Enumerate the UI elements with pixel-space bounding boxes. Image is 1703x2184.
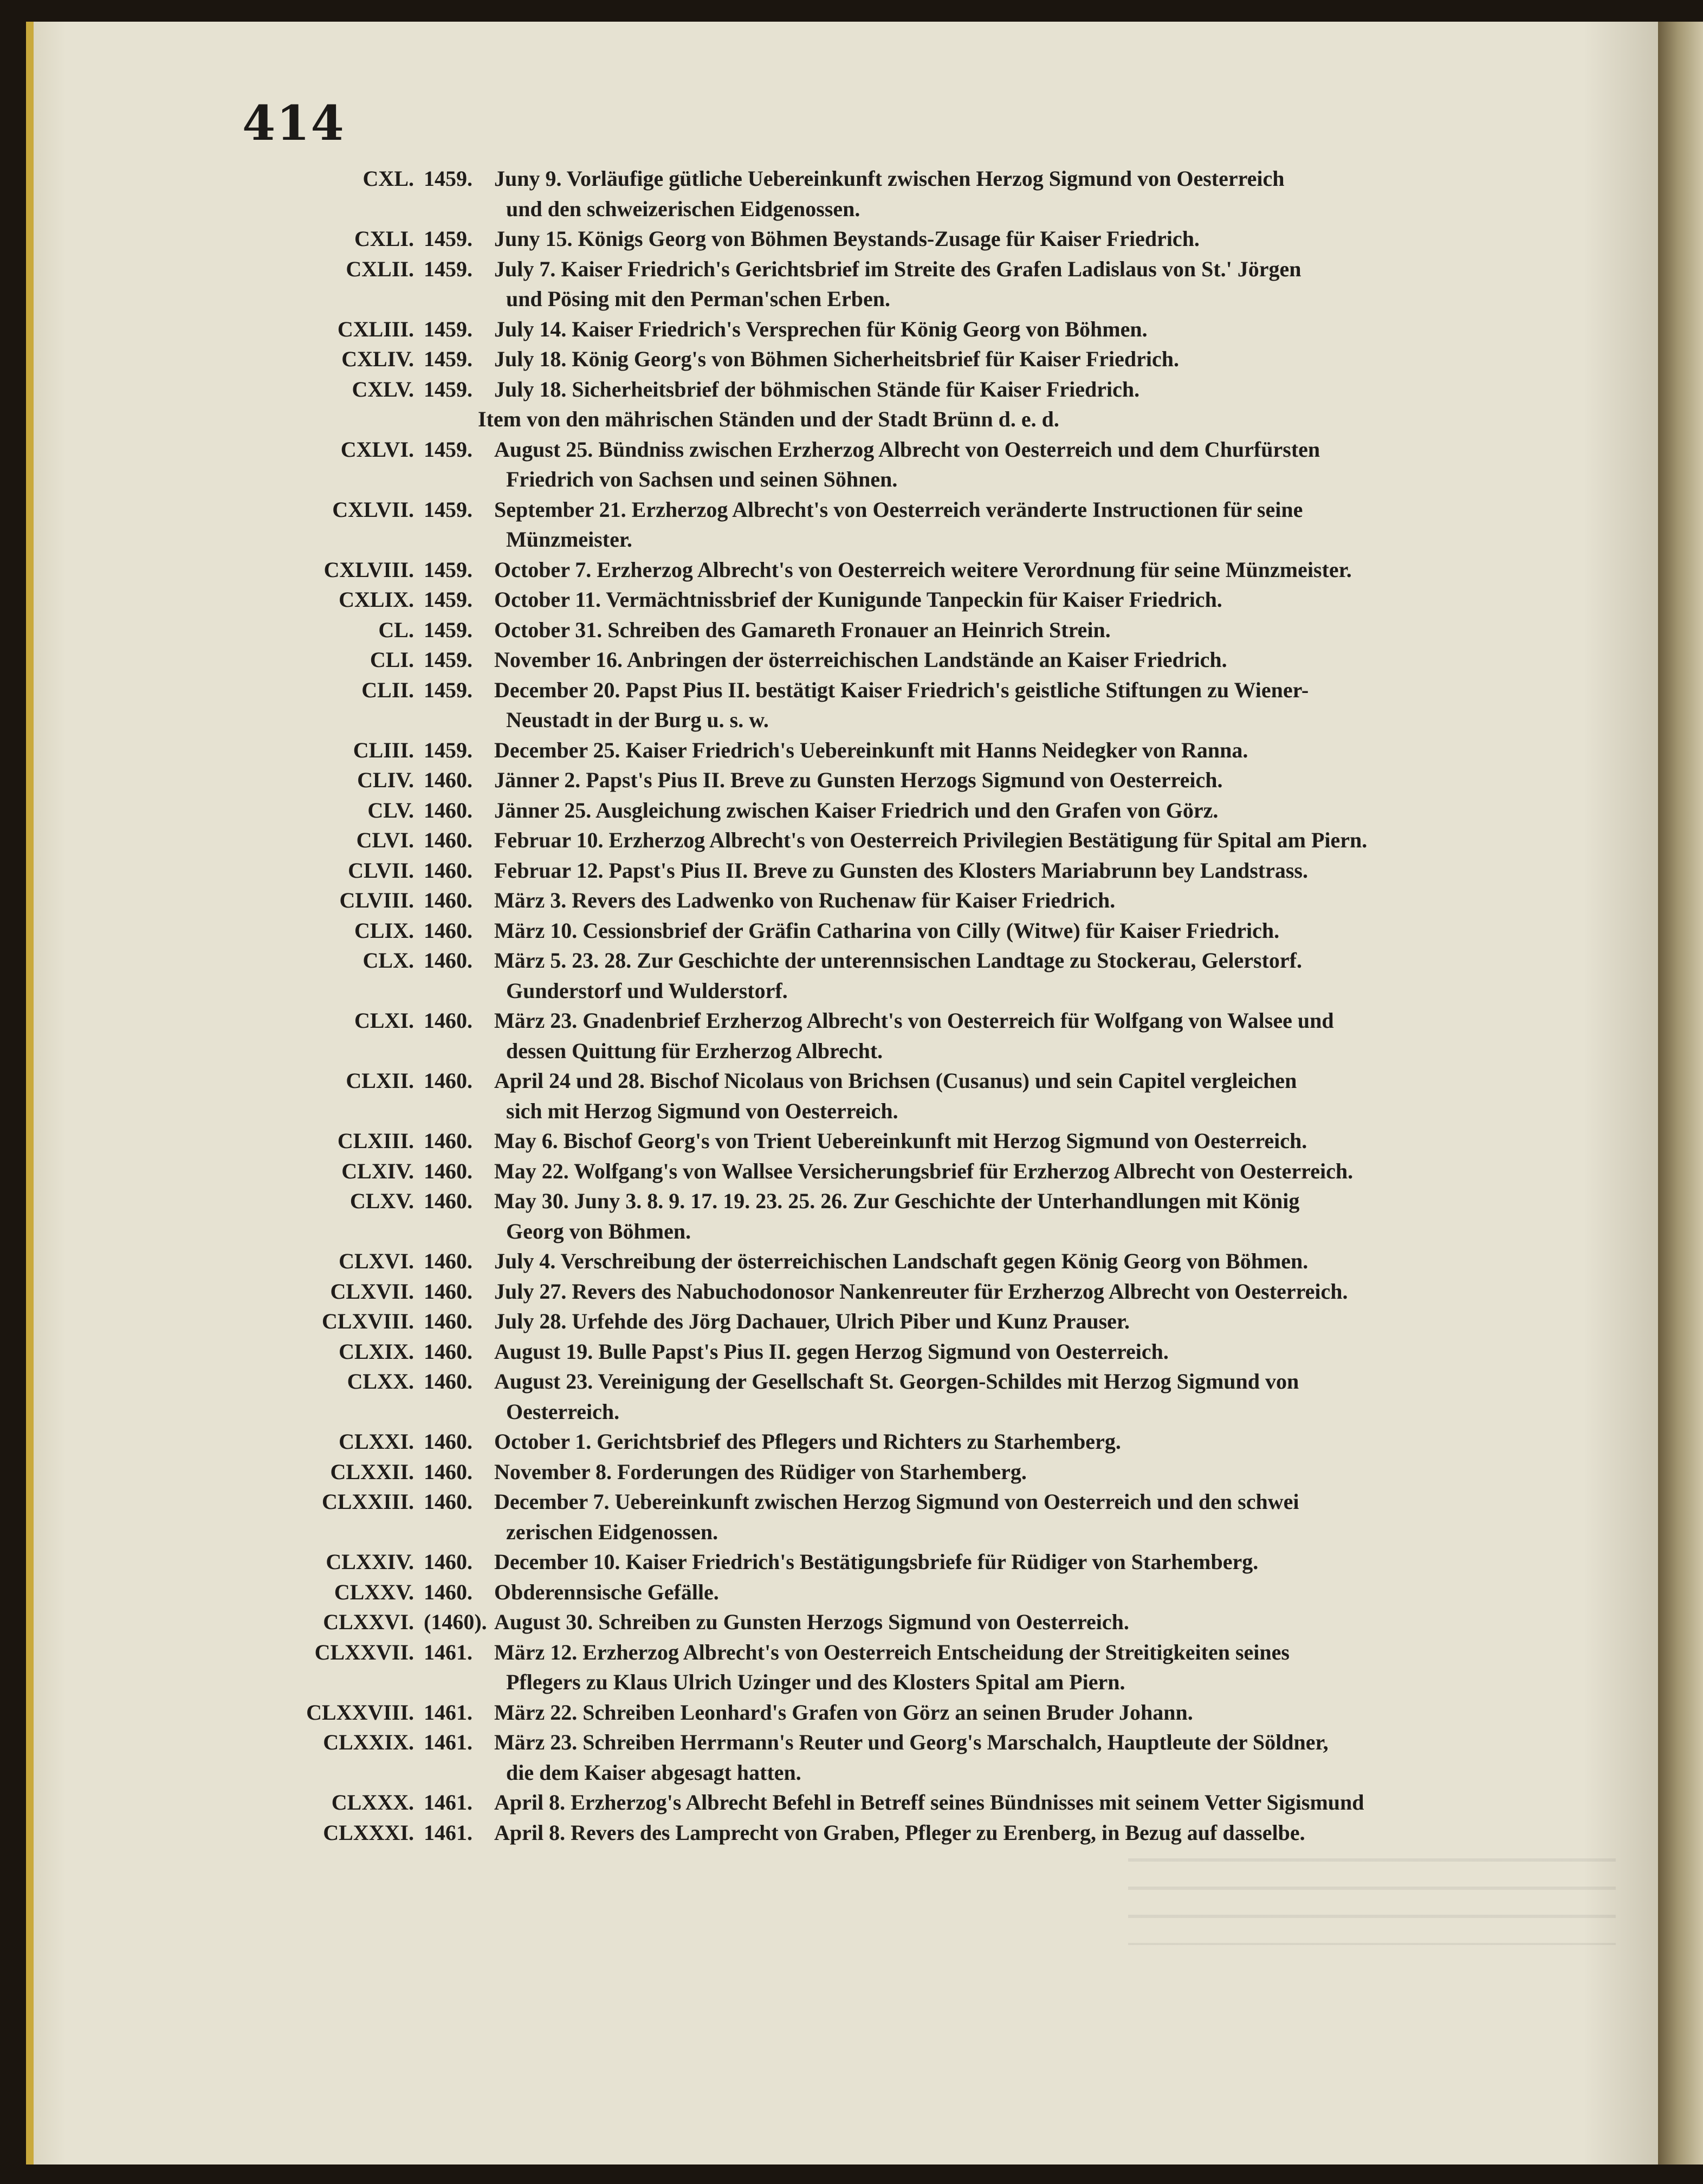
entry-roman-number: CLXV.: [349, 1189, 414, 1213]
entry-roman-number: CLIII.: [353, 737, 414, 762]
entry-text: October 31. Schreiben des Gamareth Fronauer an Heinrich Strein.: [494, 617, 1111, 642]
entry-description: [494, 1276, 1589, 1307]
entry-roman-number: CXLIV.: [341, 347, 414, 371]
entry-year: 1459.: [424, 256, 472, 281]
document-entry: [267, 1487, 1589, 1547]
entry-roman-number: CLXXX.: [331, 1790, 414, 1814]
entry-description: [494, 1697, 1589, 1728]
entry-roman-number: CLXXV.: [334, 1579, 414, 1604]
entry-year: 1461.: [424, 1700, 472, 1725]
entry-year: 1460.: [424, 1249, 472, 1273]
entry-text: November 16. Anbringen der österreichischen Landstände an Kaiser Friedrich.: [494, 647, 1227, 672]
entry-roman-number: CLXXXI.: [323, 1820, 414, 1845]
entry-roman-number: CXLVII.: [332, 497, 414, 522]
entry-roman-number: CXLIX.: [339, 587, 414, 612]
entry-roman-number: CLXIV.: [341, 1158, 414, 1183]
entry-text: Jänner 25. Ausgleichung zwischen Kaiser Friedrich und den Grafen von Görz.: [494, 798, 1219, 822]
entry-description: [494, 615, 1589, 645]
entry-year: 1461.: [424, 1730, 472, 1754]
entry-text: Februar 10. Erzherzog Albrecht's von Oesterreich Privilegien Bestätigung für Spital am Piern.: [494, 828, 1368, 852]
entry-year: 1459.: [424, 226, 472, 251]
entry-year: 1460.: [424, 1429, 472, 1454]
entry-description: [494, 856, 1589, 886]
entry-description: [494, 885, 1589, 916]
entry-year: (1460).: [424, 1610, 487, 1634]
entry-description: [494, 825, 1589, 856]
entry-text: July 4. Verschreibung der österreichischen Landschaft gegen König Georg von Böhmen.: [494, 1249, 1309, 1273]
document-entry: [267, 495, 1589, 555]
entry-year: 1460.: [424, 1189, 472, 1213]
entry-text: Februar 12. Papst's Pius II. Breve zu Gunsten des Klosters Mariabrunn bey Landstrass.: [494, 858, 1308, 883]
entry-roman-number: CLXXI.: [339, 1429, 414, 1454]
entry-text: April 24 und 28. Bischof Nicolaus von Brichsen (Cusanus) und sein Capitel vergleichen: [494, 1068, 1297, 1093]
entry-year: 1460.: [424, 1279, 472, 1304]
entry-text: November 8. Forderungen des Rüdiger von Starhemberg.: [494, 1459, 1027, 1484]
entry-roman-number: CLII.: [361, 677, 414, 702]
entry-text: März 5. 23. 28. Zur Geschichte der unterennsischen Landtage zu Stockerau, Gelerstorf.: [494, 948, 1302, 973]
document-entry: [267, 585, 1589, 615]
entry-roman-number: CLXXVIII.: [306, 1700, 414, 1725]
entry-description: [494, 164, 1589, 224]
entry-text-continuation: Neustadt in der Burg u. s. w.: [506, 708, 769, 732]
document-entry: [267, 945, 1589, 1006]
entry-year: 1460.: [424, 1068, 472, 1093]
entry-year: 1459.: [424, 166, 472, 191]
document-entry: [267, 1306, 1589, 1337]
entry-text: December 10. Kaiser Friedrich's Bestätigungsbriefe für Rüdiger von Starhemberg.: [494, 1550, 1259, 1574]
entry-description: [494, 1637, 1589, 1697]
entry-description: [494, 1366, 1589, 1427]
entry-roman-number: CXLV.: [352, 377, 414, 401]
entry-text: May 30. Juny 3. 8. 9. 17. 19. 23. 25. 26. Zur Geschichte der Unterhandlungen mit König: [494, 1189, 1300, 1213]
entry-description: [494, 1487, 1589, 1547]
document-index-list: [267, 164, 1589, 1848]
page-number: 414: [242, 95, 345, 151]
entry-description: [494, 254, 1589, 314]
document-entry: [267, 825, 1589, 856]
document-entry: [267, 765, 1589, 795]
entry-description: [494, 1818, 1589, 1848]
entry-roman-number: CLXX.: [347, 1369, 414, 1394]
entry-roman-number: CLXVIII.: [321, 1309, 414, 1333]
entry-roman-number: CLXXVII.: [314, 1639, 414, 1664]
entry-text: July 28. Urfehde des Jörg Dachauer, Ulrich Piber und Kunz Prauser.: [494, 1309, 1130, 1333]
entry-roman-number: CLXXIX.: [323, 1730, 414, 1754]
entry-text: May 6. Bischof Georg's von Trient Uebereinkunft mit Herzog Sigmund von Oesterreich.: [494, 1129, 1307, 1153]
entry-description: [494, 1427, 1589, 1457]
document-entry: [267, 856, 1589, 886]
entry-year: 1460.: [424, 798, 472, 822]
entry-year: 1460.: [424, 1339, 472, 1364]
entry-roman-number: CLX.: [362, 948, 414, 973]
entry-roman-number: CLXI.: [354, 1008, 414, 1033]
entry-roman-number: CXL.: [362, 166, 414, 191]
entry-roman-number: CLXII.: [346, 1068, 414, 1093]
book-spine-fold: [1658, 22, 1703, 2164]
entry-roman-number: CLXVI.: [339, 1249, 414, 1273]
document-entry: [267, 164, 1589, 224]
document-entry: [267, 1637, 1589, 1697]
entry-year: 1459.: [424, 677, 472, 702]
entry-roman-number: CLV.: [367, 798, 414, 822]
entry-year: 1460.: [424, 918, 472, 943]
entry-year: 1460.: [424, 1008, 472, 1033]
entry-roman-number: CL.: [378, 617, 414, 642]
entry-year: 1460.: [424, 828, 472, 852]
entry-text: März 3. Revers des Ladwenko von Ruchenaw für Kaiser Friedrich.: [494, 888, 1116, 912]
document-entry: [267, 224, 1589, 254]
entry-text: März 23. Schreiben Herrmann's Reuter und Georg's Marschalch, Hauptleute der Söldner,: [494, 1730, 1329, 1754]
entry-year: 1459.: [424, 587, 472, 612]
entry-year: 1460.: [424, 888, 472, 912]
document-entry: [267, 254, 1589, 314]
book-page: [26, 22, 1666, 2164]
entry-description: [494, 435, 1589, 495]
entry-text-continuation: Georg von Böhmen.: [506, 1219, 691, 1243]
entry-description: [494, 1066, 1589, 1126]
entry-year: 1459.: [424, 316, 472, 341]
entry-roman-number: CLIV.: [357, 768, 414, 792]
entry-roman-number: CLXXVI.: [323, 1610, 414, 1634]
document-entry: [267, 1156, 1589, 1187]
entry-text-continuation: die dem Kaiser abgesagt hatten.: [506, 1760, 801, 1785]
entry-year: 1460.: [424, 1459, 472, 1484]
entry-roman-number: CLIX.: [354, 918, 414, 943]
entry-year: 1461.: [424, 1639, 472, 1664]
entry-roman-number: CLI.: [370, 647, 414, 672]
entry-year: 1460.: [424, 768, 472, 792]
entry-year: 1460.: [424, 1158, 472, 1183]
document-entry: [267, 1126, 1589, 1156]
entry-year: 1459.: [424, 377, 472, 401]
document-entry: [267, 916, 1589, 946]
entry-description: [494, 1577, 1589, 1608]
document-entry: [267, 1186, 1589, 1246]
entry-year: 1460.: [424, 1369, 472, 1394]
entry-description: [494, 1337, 1589, 1367]
entry-description: [494, 374, 1589, 405]
document-entry: [267, 1818, 1589, 1848]
document-entry: [267, 1006, 1589, 1066]
entry-text: Obderennsische Gefälle.: [494, 1579, 719, 1604]
entry-text: September 21. Erzherzog Albrecht's von Oesterreich veränderte Instructionen für seine: [494, 497, 1303, 522]
document-entry: [267, 1547, 1589, 1577]
entry-text: Juny 15. Königs Georg von Böhmen Beystands-Zusage für Kaiser Friedrich.: [494, 226, 1200, 251]
entry-year: 1460.: [424, 1489, 472, 1514]
document-entry: [267, 1366, 1589, 1427]
entry-text: August 23. Vereinigung der Gesellschaft St. Georgen-Schildes mit Herzog Sigmund von: [494, 1369, 1299, 1394]
document-entry: [267, 435, 1589, 495]
document-entry: [267, 645, 1589, 675]
entry-roman-number: CLXXIV.: [326, 1550, 414, 1574]
entry-text-continuation: und den schweizerischen Eidgenossen.: [506, 196, 860, 221]
document-entry: [267, 1607, 1589, 1637]
entry-description: [494, 585, 1589, 615]
document-entry: [267, 1697, 1589, 1728]
entry-roman-number: CLVIII.: [339, 888, 414, 912]
entry-description: [494, 916, 1589, 946]
entry-text: October 1. Gerichtsbrief des Pflegers und Richters zu Starhemberg.: [494, 1429, 1121, 1454]
entry-year: 1459.: [424, 617, 472, 642]
entry-text-continuation: und Pösing mit den Perman'schen Erben.: [506, 287, 890, 311]
entry-year: 1461.: [424, 1790, 472, 1814]
entry-text: August 25. Bündniss zwischen Erzherzog Albrecht von Oesterreich und dem Churfürsten: [494, 437, 1320, 462]
entry-description: [494, 795, 1589, 826]
entry-roman-number: CXLVIII.: [323, 557, 414, 582]
document-entry: [267, 1787, 1589, 1818]
entry-roman-number: CLXXIII.: [321, 1489, 414, 1514]
entry-text-continuation: Oesterreich.: [506, 1399, 620, 1424]
entry-text-continuation: zerischen Eidgenossen.: [506, 1519, 718, 1544]
document-entry: [267, 1246, 1589, 1276]
entry-description: [494, 945, 1589, 1006]
document-entry: [267, 1457, 1589, 1487]
entry-description: [494, 344, 1589, 374]
entry-text: July 18. König Georg's von Böhmen Sicherheitsbrief für Kaiser Friedrich.: [494, 347, 1180, 371]
entry-year: 1459.: [424, 647, 472, 672]
entry-text: December 25. Kaiser Friedrich's Uebereinkunft mit Hanns Neidegker von Ranna.: [494, 737, 1248, 762]
entry-text: April 8. Erzherzog's Albrecht Befehl in Betreff seines Bündnisses mit seinem Vetter Sigismund: [494, 1790, 1364, 1814]
document-entry: [267, 314, 1589, 345]
document-entry: [267, 1276, 1589, 1307]
entry-year: 1460.: [424, 1309, 472, 1333]
entry-text: März 22. Schreiben Leonhard's Grafen von Görz an seinen Bruder Johann.: [494, 1700, 1193, 1725]
entry-year: 1459.: [424, 347, 472, 371]
show-through-text: [1128, 1858, 1616, 1945]
entry-description: [494, 1126, 1589, 1156]
document-entry: [267, 555, 1589, 585]
document-entry: [267, 615, 1589, 645]
entry-description: [494, 1727, 1589, 1787]
entry-text: July 14. Kaiser Friedrich's Versprechen für König Georg von Böhmen.: [494, 316, 1148, 341]
document-entry: [267, 885, 1589, 916]
entry-roman-number: CLXXII.: [330, 1459, 414, 1484]
entry-text: Juny 9. Vorläufige gütliche Uebereinkunft zwischen Herzog Sigmund von Oesterreich: [494, 166, 1285, 191]
entry-description: [494, 1547, 1589, 1577]
document-entry: [267, 1337, 1589, 1367]
entry-year: 1459.: [424, 437, 472, 462]
entry-text: August 19. Bulle Papst's Pius II. gegen Herzog Sigmund von Oesterreich.: [494, 1339, 1169, 1364]
entry-text-continuation: Münzmeister.: [506, 527, 632, 552]
document-entry: [267, 1066, 1589, 1126]
entry-text: März 10. Cessionsbrief der Gräfin Catharina von Cilly (Witwe) für Kaiser Friedrich.: [494, 918, 1280, 943]
entry-year: 1460.: [424, 1550, 472, 1574]
document-entry: [267, 1427, 1589, 1457]
document-entry: [267, 795, 1589, 826]
entry-text: April 8. Revers des Lamprecht von Graben, Pfleger zu Erenberg, in Bezug auf dasselbe.: [494, 1820, 1305, 1845]
entry-text-continuation: sich mit Herzog Sigmund von Oesterreich.: [506, 1098, 898, 1123]
entry-roman-number: CXLIII.: [337, 316, 414, 341]
document-entry: [267, 374, 1589, 405]
entry-description: [494, 765, 1589, 795]
entry-roman-number: CXLVI.: [340, 437, 414, 462]
document-entry: [267, 675, 1589, 735]
entry-description: [494, 555, 1589, 585]
entry-description: [494, 735, 1589, 766]
document-entry: [267, 1577, 1589, 1608]
entry-text-continuation: Friedrich von Sachsen und seinen Söhnen.: [506, 467, 898, 491]
entry-description: [494, 1306, 1589, 1337]
entry-year: 1460.: [424, 858, 472, 883]
document-entry: [267, 1727, 1589, 1787]
entry-roman-number: CLXIX.: [339, 1339, 414, 1364]
entry-roman-number: CLVI.: [356, 828, 414, 852]
entry-description: [494, 645, 1589, 675]
entry-text-continuation: Gunderstorf und Wulderstorf.: [506, 978, 788, 1003]
entry-text: July 18. Sicherheitsbrief der böhmischen Stände für Kaiser Friedrich.: [494, 377, 1140, 401]
entry-text: Jänner 2. Papst's Pius II. Breve zu Gunsten Herzogs Sigmund von Oesterreich.: [494, 768, 1223, 792]
entry-year: 1459.: [424, 557, 472, 582]
entry-description: [494, 1787, 1589, 1818]
entry-year: 1460.: [424, 1579, 472, 1604]
entry-roman-number: CLXIII.: [337, 1129, 414, 1153]
entry-item-line: Item von den mährischen Ständen und der Stadt Brünn d. e. d.: [478, 407, 1059, 431]
entry-text: März 23. Gnadenbrief Erzherzog Albrecht's von Oesterreich für Wolfgang von Walsee und: [494, 1008, 1334, 1033]
document-entry: [267, 344, 1589, 374]
document-entry: [267, 735, 1589, 766]
entry-description: [494, 1246, 1589, 1276]
entry-text: October 11. Vermächtnissbrief der Kunigunde Tanpeckin für Kaiser Friedrich.: [494, 587, 1222, 612]
entry-text: July 7. Kaiser Friedrich's Gerichtsbrief im Streite des Grafen Ladislaus von St.' Jörgen: [494, 256, 1301, 281]
entry-roman-number: CXLII.: [346, 256, 414, 281]
entry-description: [494, 495, 1589, 555]
entry-year: 1459.: [424, 497, 472, 522]
entry-roman-number: CLXVII.: [330, 1279, 414, 1304]
entry-description: [494, 1186, 1589, 1246]
entry-text: May 22. Wolfgang's von Wallsee Versicherungsbrief für Erzherzog Albrecht von Oesterreich.: [494, 1158, 1354, 1183]
entry-description: [494, 314, 1589, 345]
entry-year: 1460.: [424, 948, 472, 973]
entry-text-continuation: dessen Quittung für Erzherzog Albrecht.: [506, 1038, 883, 1063]
entry-text: December 20. Papst Pius II. bestätigt Kaiser Friedrich's geistliche Stiftungen zu Wiener-: [494, 677, 1309, 702]
entry-description: [494, 1006, 1589, 1066]
entry-year: 1460.: [424, 1129, 472, 1153]
entry-roman-number: CLVII.: [348, 858, 414, 883]
entry-text: October 7. Erzherzog Albrecht's von Oesterreich weitere Verordnung für seine Münzmeister.: [494, 557, 1352, 582]
entry-description: [494, 1457, 1589, 1487]
entry-text: July 27. Revers des Nabuchodonosor Nankenreuter für Erzherzog Albrecht von Oesterreich.: [494, 1279, 1348, 1304]
entry-roman-number: CXLI.: [354, 226, 414, 251]
entry-description: [494, 675, 1589, 735]
entry-description: [494, 1607, 1589, 1637]
entry-text: März 12. Erzherzog Albrecht's von Oesterreich Entscheidung der Streitigkeiten seines: [494, 1639, 1290, 1664]
entry-text-continuation: Pflegers zu Klaus Ulrich Uzinger und des Klosters Spital am Piern.: [506, 1670, 1125, 1694]
entry-text: December 7. Uebereinkunft zwischen Herzog Sigmund von Oesterreich und den schwei: [494, 1489, 1299, 1514]
entry-year: 1459.: [424, 737, 472, 762]
entry-description: [494, 1156, 1589, 1187]
entry-text: August 30. Schreiben zu Gunsten Herzogs Sigmund von Oesterreich.: [494, 1610, 1129, 1634]
entry-description: [494, 224, 1589, 254]
entry-year: 1461.: [424, 1820, 472, 1845]
